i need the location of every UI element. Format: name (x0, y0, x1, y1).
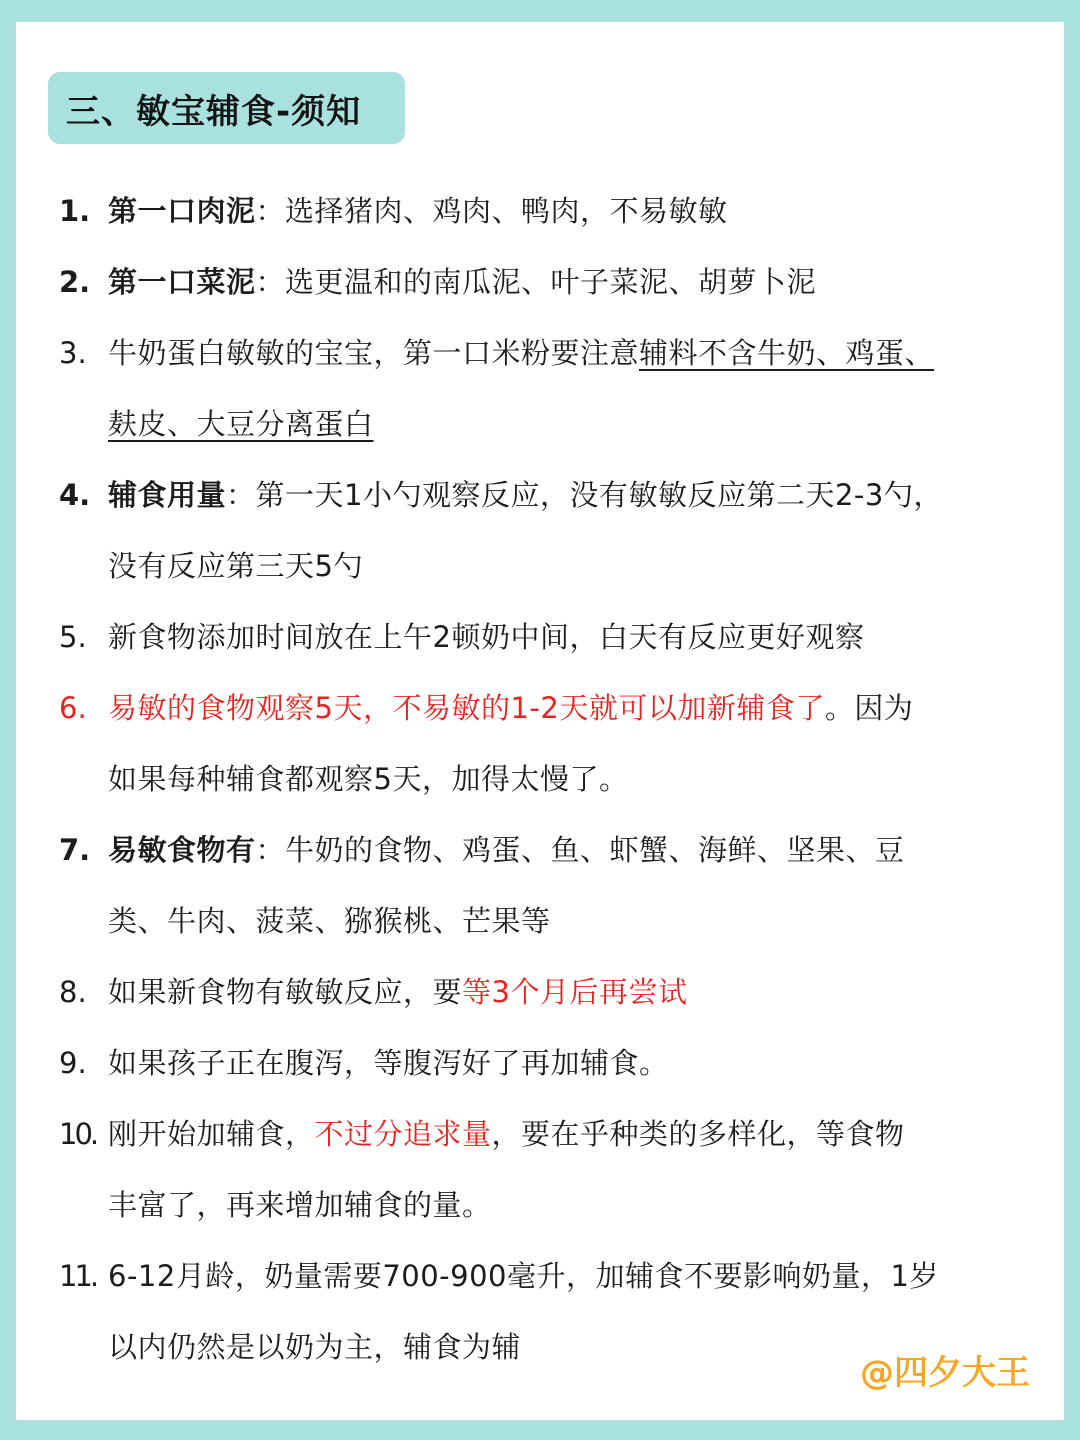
item-number: 6. (59, 691, 87, 725)
list-item (16, 466, 1064, 595)
item-segment: ，要在乎种类的多样化，等食物 (491, 1117, 905, 1151)
content-card (16, 22, 1064, 1420)
item-segment: 丰富了，再来增加辅食的量。 (108, 1188, 492, 1222)
item-text (108, 1105, 1028, 1234)
item-text (108, 182, 1028, 240)
item-line (108, 679, 1028, 737)
item-highlight: 等3个月后再尝试 (462, 975, 688, 1009)
item-keyword: 辅食用量 (108, 478, 227, 512)
item-line (108, 963, 1028, 1021)
item-number: 2. (59, 265, 91, 299)
item-highlight: 不过分追求量 (314, 1117, 492, 1151)
item-number: 10. (59, 1117, 97, 1151)
item-keyword: 第一口菜泥 (108, 265, 256, 299)
item-keyword: 第一口肉泥 (108, 194, 256, 228)
item-line (108, 466, 1028, 524)
item-segment: 。因为 (824, 691, 914, 725)
item-text (108, 963, 1028, 1021)
item-segment: ：选更温和的南瓜泥、叶子菜泥、胡萝卜泥 (255, 265, 817, 299)
item-number: 9. (59, 1046, 87, 1080)
item-line (108, 892, 1028, 950)
item-number: 11. (59, 1259, 97, 1293)
item-segment: ：选择猪肉、鸡肉、鸭肉，不易敏敏 (255, 194, 728, 228)
list-item (16, 679, 1064, 808)
item-text (108, 608, 1028, 666)
list-item (16, 324, 1064, 453)
item-line (108, 182, 1028, 240)
item-segment: 刚开始加辅食， (108, 1117, 315, 1151)
item-text (108, 1034, 1028, 1092)
item-number: 8. (59, 975, 87, 1009)
item-number: 3. (59, 336, 87, 370)
item-text (108, 466, 1028, 595)
tips-list (16, 182, 1064, 1389)
item-line (108, 1247, 1028, 1305)
item-segment: 以内仍然是以奶为主，辅食为辅 (108, 1330, 522, 1364)
item-highlight: 易敏的食物观察5天，不易敏的1-2天就可以加新辅食了 (108, 691, 825, 725)
item-number: 1. (59, 194, 91, 228)
item-number: 4. (59, 478, 91, 512)
item-line (108, 395, 1028, 453)
item-line (108, 253, 1028, 311)
item-line (108, 324, 1028, 382)
item-segment: ：第一天1小勺观察反应，没有敏敏反应第二天2-3勺， (226, 478, 943, 512)
list-item (16, 1105, 1064, 1234)
list-item (16, 821, 1064, 950)
item-text (108, 253, 1028, 311)
item-text (108, 324, 1028, 453)
item-number: 5. (59, 620, 87, 654)
item-line (108, 1034, 1028, 1092)
list-item (16, 182, 1064, 240)
item-segment: 如果新食物有敏敏反应，要 (108, 975, 463, 1009)
list-item (16, 1034, 1064, 1092)
item-segment: 麸皮、大豆分离蛋白 (108, 407, 374, 441)
item-line (108, 750, 1028, 808)
item-segment: 新食物添加时间放在上午2顿奶中间，白天有反应更好观察 (108, 620, 865, 654)
list-item (16, 608, 1064, 666)
item-segment: 类、牛肉、菠菜、猕猴桃、芒果等 (108, 904, 551, 938)
item-line (108, 608, 1028, 666)
item-segment: 辅料不含牛奶、鸡蛋、 (639, 336, 935, 370)
item-line (108, 537, 1028, 595)
item-segment: 牛奶蛋白敏敏的宝宝，第一口米粉要注意 (108, 336, 640, 370)
author-watermark: @四夕大王 (860, 1353, 1030, 1393)
list-item (16, 963, 1064, 1021)
item-number: 7. (59, 833, 91, 867)
section-title: 三、敏宝辅食-须知 (66, 91, 362, 132)
item-line (108, 821, 1028, 879)
item-segment: 如果孩子正在腹泻，等腹泻好了再加辅食。 (108, 1046, 669, 1080)
item-text (108, 821, 1028, 950)
section-title-box (48, 72, 405, 144)
list-item (16, 253, 1064, 311)
item-segment: ：牛奶的食物、鸡蛋、鱼、虾蟹、海鲜、坚果、豆 (255, 833, 905, 867)
item-line (108, 1176, 1028, 1234)
item-segment: 6-12月龄，奶量需要700-900毫升，加辅食不要影响奶量，1岁 (108, 1259, 939, 1293)
item-keyword: 易敏食物有 (108, 833, 256, 867)
item-line (108, 1105, 1028, 1163)
item-text (108, 679, 1028, 808)
item-segment: 没有反应第三天5勺 (108, 549, 363, 583)
item-segment: 如果每种辅食都观察5天，加得太慢了。 (108, 762, 629, 796)
